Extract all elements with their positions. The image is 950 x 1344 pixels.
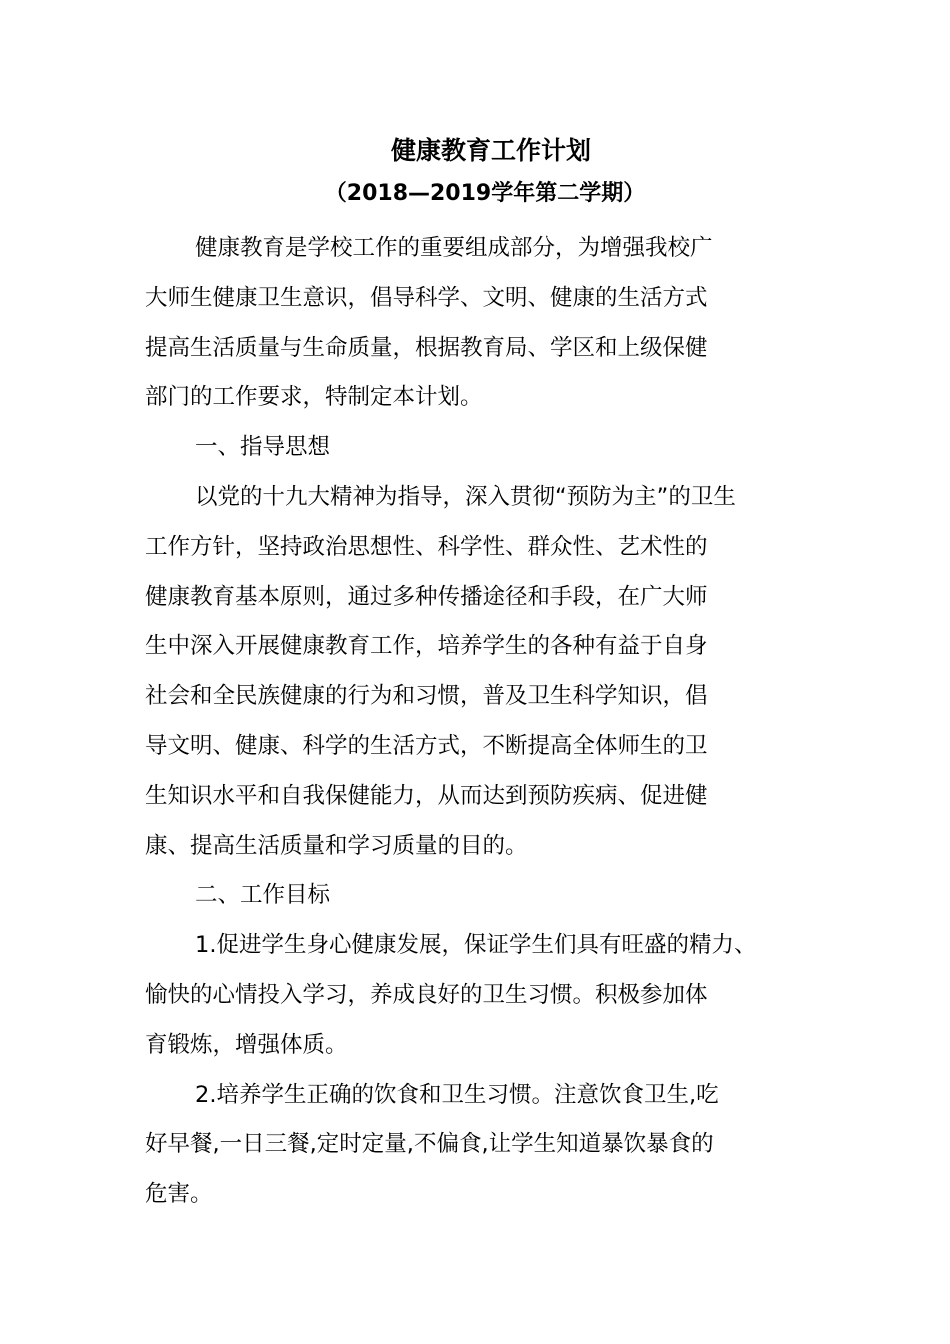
text-line: 二、工作目标	[195, 882, 331, 909]
text-line: 健康教育基本原则，通过多种传播途径和手段，在广大师	[145, 583, 708, 610]
text-line: 愉快的心情投入学习，养成良好的卫生习惯。积极参加体	[145, 981, 708, 1008]
text-line: 危害。	[145, 1181, 213, 1208]
text-line: 生知识水平和自我保健能力，从而达到预防疾病、促进健	[145, 782, 708, 809]
paragraph-goal-1	[145, 921, 825, 1070]
text-line: 好早餐,一日三餐,定时定量,不偏食,让学生知道暴饮暴食的	[145, 1131, 714, 1158]
text-line: 社会和全民族健康的行为和习惯，普及卫生科学知识，倡	[145, 683, 708, 710]
document-title: 健康教育工作计划	[390, 136, 591, 165]
section-heading-work-goals	[145, 871, 825, 921]
text-line: 工作方针，坚持政治思想性、科学性、群众性、艺术性的	[145, 533, 708, 560]
text-line: 部门的工作要求，特制定本计划。	[145, 384, 483, 411]
text-line: 大师生健康卫生意识，倡导科学、文明、健康的生活方式	[145, 284, 708, 311]
paragraph-intro	[145, 224, 825, 423]
paragraph-goal-2	[145, 1071, 825, 1220]
text-line: 生中深入开展健康教育工作，培养学生的各种有益于自身	[145, 633, 708, 660]
text-line: 育锻炼，增强体质。	[145, 1031, 348, 1058]
document-page	[145, 128, 825, 1220]
text-line: 以党的十九大精神为指导，深入贯彻“预防为主”的卫生	[195, 483, 736, 510]
text-line: 导文明、健康、科学的生活方式，不断提高全体师生的卫	[145, 732, 708, 759]
text-line: 2.培养学生正确的饮食和卫生习惯。注意饮食卫生,吃	[195, 1081, 719, 1108]
text-line: 1.促进学生身心健康发展，保证学生们具有旺盛的精力、	[195, 932, 757, 959]
paragraph-guiding-ideology	[145, 473, 825, 871]
text-line: 提高生活质量与生命质量，根据教育局、学区和上级保健	[145, 334, 708, 361]
text-line: 健康教育是学校工作的重要组成部分，为增强我校广	[195, 235, 713, 261]
section-heading-guiding-ideology	[145, 423, 825, 473]
document-subtitle: （2018—2019学年第二学期）	[324, 181, 646, 206]
text-line: 康、提高生活质量和学习质量的目的。	[145, 832, 528, 859]
text-line: 一、指导思想	[195, 434, 331, 461]
